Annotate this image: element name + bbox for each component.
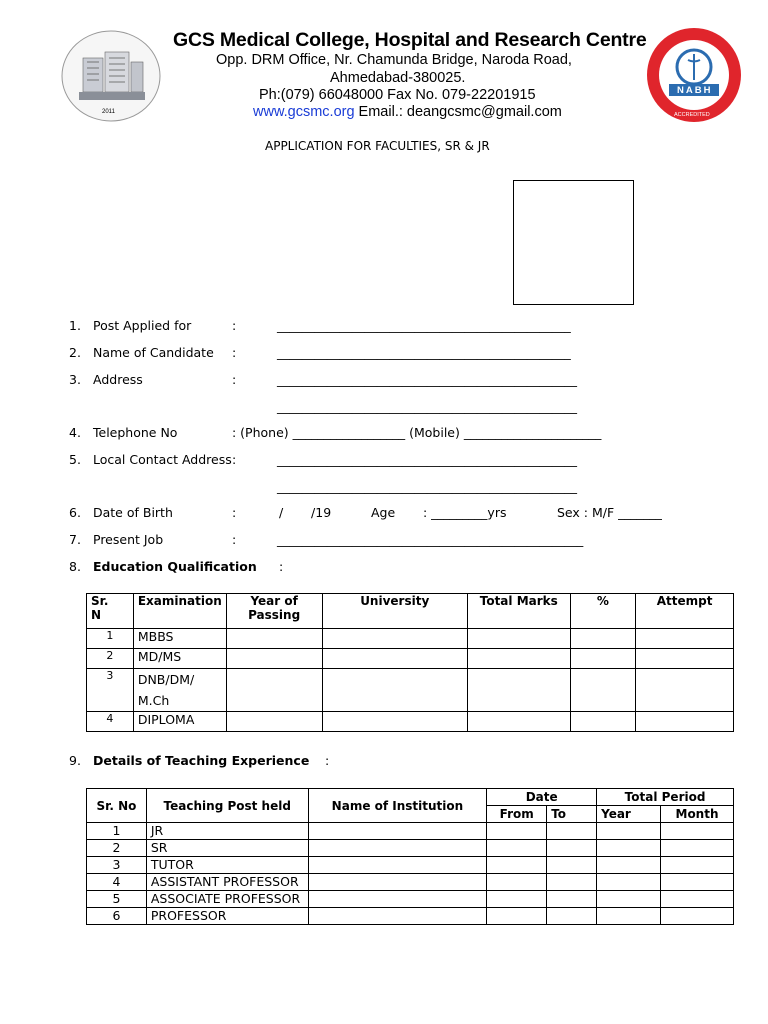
row-exam: MBBS <box>133 629 226 649</box>
experience-table <box>86 788 734 925</box>
header-attempt: Attempt <box>636 594 734 629</box>
form-title: APPLICATION FOR FACULTIES, SR & JR <box>265 139 490 153</box>
cell-from[interactable] <box>487 874 547 891</box>
education-header-row <box>87 594 734 629</box>
cell-year[interactable] <box>226 669 322 712</box>
field-post-colon: : <box>232 318 237 333</box>
website-link[interactable]: www.gcsmc.org <box>253 104 355 120</box>
cell-total-marks[interactable] <box>467 649 570 669</box>
cell-institution[interactable] <box>308 840 487 857</box>
cell-month[interactable] <box>661 891 734 908</box>
email-text: Email.: deangcsmc@gmail.com <box>354 104 562 120</box>
cell-total-marks[interactable] <box>467 629 570 649</box>
cell-year[interactable] <box>597 874 661 891</box>
row-exam: MD/MS <box>133 649 226 669</box>
phone-fax: Ph:(079) 66048000 Fax No. 079-22201915 <box>259 87 536 103</box>
cell-from[interactable] <box>487 891 547 908</box>
table-row <box>87 840 734 857</box>
cell-university[interactable] <box>322 629 467 649</box>
field-7-number: 7. <box>69 532 81 547</box>
field-name-colon: : <box>232 345 237 360</box>
field-5-number: 5. <box>69 452 81 467</box>
present-job-input[interactable]: _________________________________________________ <box>277 532 584 547</box>
row-sr: 2 <box>87 840 147 857</box>
dob-input[interactable]: / /19 <box>279 505 332 520</box>
field-1-number: 1. <box>69 318 81 333</box>
field-9-number: 9. <box>69 753 81 768</box>
local-address-input-line-1[interactable]: ________________________________________________ <box>277 452 577 467</box>
row-exam: DIPLOMA <box>133 712 226 732</box>
row-post: TUTOR <box>146 857 308 874</box>
photo-box <box>513 180 634 305</box>
address-line-1: Opp. DRM Office, Nr. Chamunda Bridge, Naroda Road, <box>216 52 572 68</box>
row-sr: 1 <box>87 629 134 649</box>
field-dob-colon: : <box>232 505 237 520</box>
cell-university[interactable] <box>322 669 467 712</box>
header-year: Year <box>597 806 661 823</box>
row-sr: 3 <box>87 857 147 874</box>
cell-to[interactable] <box>547 840 597 857</box>
cell-total-marks[interactable] <box>467 712 570 732</box>
row-post: SR <box>146 840 308 857</box>
cell-percent[interactable] <box>570 629 636 649</box>
row-sr: 1 <box>87 823 147 840</box>
cell-institution[interactable] <box>308 857 487 874</box>
row-sr: 5 <box>87 891 147 908</box>
cell-year[interactable] <box>226 649 322 669</box>
table-row <box>87 669 734 712</box>
header-total-marks: Total Marks <box>467 594 570 629</box>
logo-year: 2011 <box>102 109 115 115</box>
post-applied-input[interactable]: _______________________________________________ <box>277 318 571 333</box>
cell-to[interactable] <box>547 908 597 925</box>
education-colon: : <box>279 559 284 574</box>
cell-year[interactable] <box>597 908 661 925</box>
cell-month[interactable] <box>661 840 734 857</box>
cell-attempt[interactable] <box>636 669 734 712</box>
cell-to[interactable] <box>547 874 597 891</box>
cell-percent[interactable] <box>570 669 636 712</box>
table-row <box>87 649 734 669</box>
cell-percent[interactable] <box>570 712 636 732</box>
cell-year[interactable] <box>597 857 661 874</box>
header-year-of-passing: Year of Passing <box>226 594 322 629</box>
field-post-label: Post Applied for <box>93 318 192 333</box>
cell-month[interactable] <box>661 908 734 925</box>
row-exam: DNB/DM/ M.Ch <box>133 669 226 712</box>
table-row <box>87 629 734 649</box>
address-line-2: Ahmedabad-380025. <box>330 70 466 86</box>
header-institution: Name of Institution <box>308 789 487 823</box>
teaching-experience-colon: : <box>325 753 330 768</box>
row-sr: 4 <box>87 874 147 891</box>
header-total-period: Total Period <box>597 789 734 806</box>
cell-attempt[interactable] <box>636 712 734 732</box>
cell-to[interactable] <box>547 857 597 874</box>
table-row <box>87 874 734 891</box>
cell-month[interactable] <box>661 823 734 840</box>
header-examination: Examination <box>133 594 226 629</box>
college-title: GCS Medical College, Hospital and Research Centre <box>173 29 647 51</box>
table-row <box>87 891 734 908</box>
cell-institution[interactable] <box>308 908 487 925</box>
header-date: Date <box>487 789 597 806</box>
field-present-job-colon: : <box>232 532 237 547</box>
header-university: University <box>322 594 467 629</box>
college-logo <box>61 30 162 122</box>
cell-to[interactable] <box>547 823 597 840</box>
table-row <box>87 908 734 925</box>
cell-year[interactable] <box>226 629 322 649</box>
row-post: JR <box>146 823 308 840</box>
field-name-label: Name of Candidate <box>93 345 214 360</box>
address-input-line-1[interactable]: ________________________________________________ <box>277 372 577 387</box>
cell-institution[interactable] <box>308 891 487 908</box>
education-heading: Education Qualification <box>93 559 257 574</box>
address-input-line-2[interactable]: ________________________________________________ <box>277 399 577 414</box>
row-sr: 4 <box>87 712 134 732</box>
cell-total-marks[interactable] <box>467 669 570 712</box>
cell-institution[interactable] <box>308 823 487 840</box>
header-to: To <box>547 806 597 823</box>
field-address-colon: : <box>232 372 237 387</box>
nabh-logo <box>645 26 743 124</box>
teaching-experience-heading: Details of Teaching Experience <box>93 753 310 768</box>
cell-university[interactable] <box>322 712 467 732</box>
nabh-label: NABH <box>677 85 713 96</box>
header-month: Month <box>661 806 734 823</box>
cell-month[interactable] <box>661 874 734 891</box>
field-8-number: 8. <box>69 559 81 574</box>
cell-year[interactable] <box>226 712 322 732</box>
row-post: ASSOCIATE PROFESSOR <box>146 891 308 908</box>
cell-attempt[interactable] <box>636 649 734 669</box>
candidate-name-input[interactable]: _______________________________________________ <box>277 345 571 360</box>
field-2-number: 2. <box>69 345 81 360</box>
field-local-address-colon: : <box>232 452 237 467</box>
field-present-job-label: Present Job <box>93 532 164 547</box>
field-address-label: Address <box>93 372 143 387</box>
experience-header-row-1 <box>87 789 734 806</box>
row-sr: 2 <box>87 649 134 669</box>
cell-from[interactable] <box>487 823 547 840</box>
cell-to[interactable] <box>547 891 597 908</box>
row-post: ASSISTANT PROFESSOR <box>146 874 308 891</box>
cell-from[interactable] <box>487 857 547 874</box>
cell-year[interactable] <box>597 891 661 908</box>
header-sr-no: Sr. No <box>87 789 147 823</box>
field-3-number: 3. <box>69 372 81 387</box>
row-post: PROFESSOR <box>146 908 308 925</box>
field-local-address-label: Local Contact Address <box>93 452 232 467</box>
nabh-accredited: ACCREDITED <box>674 112 710 118</box>
row-sr: 3 <box>87 669 134 712</box>
age-input[interactable]: Age : _________yrs <box>371 505 507 520</box>
header-sr: Sr. N <box>87 594 134 629</box>
cell-university[interactable] <box>322 649 467 669</box>
header-percent: % <box>570 594 636 629</box>
row-sr: 6 <box>87 908 147 925</box>
field-telephone-label: Telephone No <box>93 425 178 440</box>
table-row <box>87 823 734 840</box>
cell-year[interactable] <box>597 823 661 840</box>
cell-institution[interactable] <box>308 874 487 891</box>
cell-month[interactable] <box>661 857 734 874</box>
cell-year[interactable] <box>597 840 661 857</box>
telephone-inputs[interactable]: : (Phone) __________________ (Mobile) ______________________ <box>232 425 602 440</box>
cell-from[interactable] <box>487 908 547 925</box>
table-row <box>87 712 734 732</box>
field-6-number: 6. <box>69 505 81 520</box>
sex-input[interactable]: Sex : M/F _______ <box>557 505 662 520</box>
header-teaching-post: Teaching Post held <box>146 789 308 823</box>
education-table <box>86 593 734 732</box>
cell-attempt[interactable] <box>636 629 734 649</box>
local-address-input-line-2[interactable]: ________________________________________________ <box>277 479 577 494</box>
contact-line <box>253 104 562 120</box>
cell-percent[interactable] <box>570 649 636 669</box>
header-from: From <box>487 806 547 823</box>
field-dob-label: Date of Birth <box>93 505 173 520</box>
table-row <box>87 857 734 874</box>
cell-from[interactable] <box>487 840 547 857</box>
field-4-number: 4. <box>69 425 81 440</box>
